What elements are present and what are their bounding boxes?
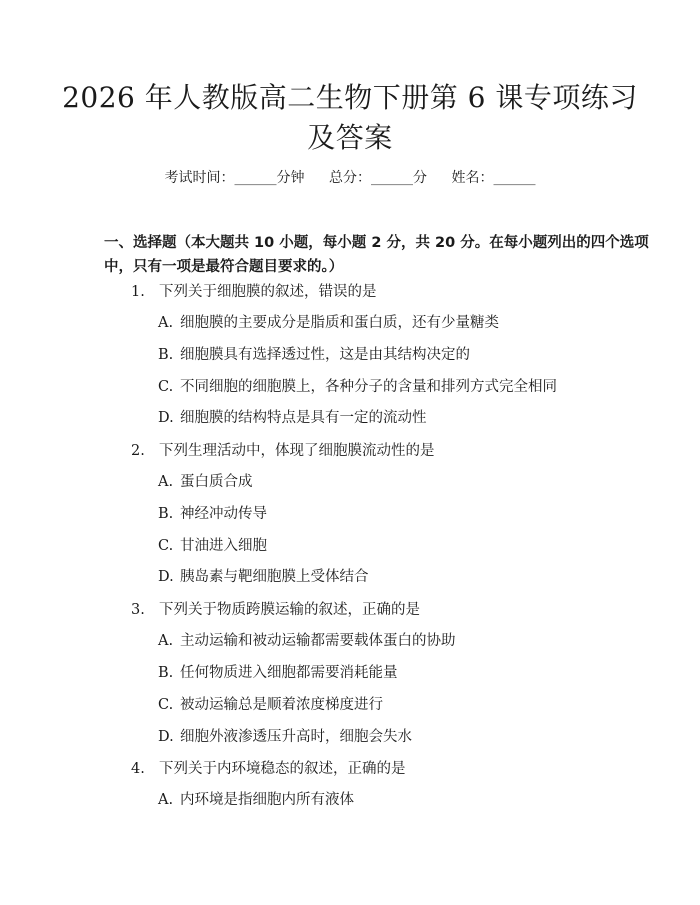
option-1d — [158, 408, 427, 428]
option-text: 主动运输和被动运输都需要载体蛋白的协助 — [180, 633, 456, 649]
option-letter: C. — [158, 538, 174, 554]
option-2b — [158, 504, 267, 524]
option-3d — [158, 727, 412, 747]
option-letter: A. — [158, 315, 174, 331]
option-text: 甘油进入细胞 — [180, 538, 267, 554]
question-number: 3. — [131, 602, 145, 618]
option-text: 蛋白质合成 — [180, 474, 253, 490]
option-2c — [158, 536, 267, 556]
total-score-field: 总分：______分 — [329, 170, 427, 186]
option-text: 任何物质进入细胞都需要消耗能量 — [180, 665, 398, 681]
question-stem: 下列关于内环境稳态的叙述，正确的是 — [159, 761, 406, 777]
option-1a — [158, 313, 499, 333]
document-title: 2026 年人教版高二生物下册第 6 课专项练习及答案 — [62, 81, 638, 154]
section-heading: 一、选择题（本大题共 10 小题，每小题 2 分，共 20 分。在每小题列出的四个选项中，只有一项是最符合题目要求的。） — [104, 235, 649, 275]
option-text: 被动运输总是顺着浓度梯度进行 — [180, 697, 383, 713]
option-text: 内环境是指细胞内所有液体 — [180, 792, 354, 808]
question-number: 1. — [131, 284, 145, 300]
question-stem: 下列关于物质跨膜运输的叙述，正确的是 — [159, 602, 420, 618]
option-2a — [158, 472, 253, 492]
question-2 — [131, 441, 435, 461]
option-letter: D. — [158, 410, 174, 426]
question-stem: 下列关于细胞膜的叙述，错误的是 — [159, 284, 377, 300]
option-text: 细胞外液渗透压升高时，细胞会失水 — [180, 729, 412, 745]
option-1b — [158, 345, 470, 365]
option-text: 细胞膜具有选择透过性，这是由其结构决定的 — [180, 347, 470, 363]
option-text: 神经冲动传导 — [180, 506, 267, 522]
option-2d — [158, 567, 369, 587]
option-4a — [158, 790, 354, 810]
question-number: 2. — [131, 443, 145, 459]
option-text: 细胞膜的结构特点是具有一定的流动性 — [180, 410, 427, 426]
question-3 — [131, 600, 420, 620]
option-letter: B. — [158, 665, 174, 681]
option-text: 不同细胞的细胞膜上，各种分子的含量和排列方式完全相同 — [180, 379, 557, 395]
option-letter: B. — [158, 506, 174, 522]
option-letter: B. — [158, 347, 174, 363]
question-number: 4. — [131, 761, 145, 777]
option-3c — [158, 695, 383, 715]
option-letter: A. — [158, 792, 174, 808]
exam-meta — [0, 168, 700, 188]
option-letter: C. — [158, 697, 174, 713]
student-name-field: 姓名：______ — [451, 170, 536, 186]
option-1c — [158, 377, 557, 397]
option-text: 胰岛素与靶细胞膜上受体结合 — [180, 569, 369, 585]
question-stem: 下列生理活动中，体现了细胞膜流动性的是 — [159, 443, 435, 459]
option-letter: D. — [158, 729, 174, 745]
option-letter: A. — [158, 633, 174, 649]
option-3b — [158, 663, 398, 683]
question-1 — [131, 282, 377, 302]
option-3a — [158, 631, 456, 651]
option-text: 细胞膜的主要成分是脂质和蛋白质，还有少量糖类 — [180, 315, 499, 331]
option-letter: D. — [158, 569, 174, 585]
question-4 — [131, 759, 406, 779]
exam-time-field: 考试时间：______分钟 — [164, 170, 305, 186]
option-letter: A. — [158, 474, 174, 490]
option-letter: C. — [158, 379, 174, 395]
